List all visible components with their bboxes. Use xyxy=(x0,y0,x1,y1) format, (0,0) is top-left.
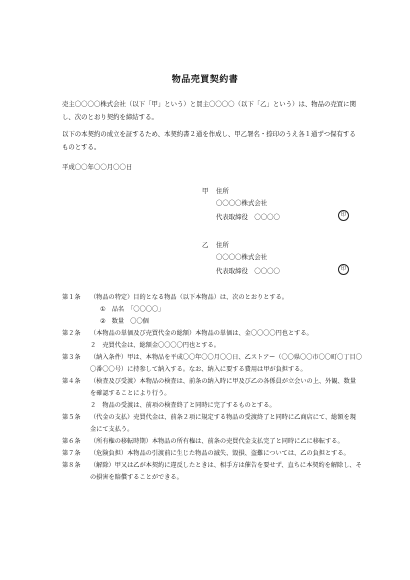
party-b-seal-icon: 印 xyxy=(338,264,349,275)
article-4 xyxy=(62,376,362,400)
articles-list xyxy=(62,292,362,484)
article-1-item-1: ① 品名 「〇〇〇〇」 xyxy=(100,306,165,313)
party-a-company: 〇〇〇〇株式会社 xyxy=(216,199,268,207)
article-8 xyxy=(62,460,362,484)
intro-paragraph: 売主〇〇〇〇株式会社（以下「甲」という）と買主〇〇〇〇（以下「乙」という）は、物品の売買に関し、次のとおり契約を締結する。 xyxy=(62,100,356,121)
party-b-company: 〇〇〇〇株式会社 xyxy=(216,253,268,261)
article-text: （検査及び受渡）本物品の検査は、前条の納入時に甲及び乙の各係員が立会いの上、外観、数量を確認することにより行う。 xyxy=(90,378,357,397)
article-7 xyxy=(62,448,362,460)
article-5 xyxy=(62,412,362,436)
party-a-representative: 代表取締役 〇〇〇〇 xyxy=(216,213,280,221)
party-a-mark: 甲 xyxy=(202,187,209,195)
contract-date: 平成〇〇年〇〇月〇〇日 xyxy=(62,163,133,171)
article-text: （解除）甲又は乙が本契約に違反したときは、相手方は催告を要せず、直ちに本契約を解除し、その損害を賠償することができる。 xyxy=(90,462,362,481)
article-1 xyxy=(62,292,362,304)
article-4-clause-2: ２ 物品の受渡は、前項の検査終了と同時に完了するものとする。 xyxy=(90,402,276,409)
article-number: 第３条 xyxy=(62,354,81,361)
document-title: 物品売買契約書 xyxy=(171,75,239,85)
article-number: 第４条 xyxy=(62,378,81,385)
article-text: （納入条件）甲は、本物品を平成〇〇年〇〇月〇〇日、乙ストアー（〇〇県〇〇市〇〇町〇丁目〇〇番〇〇号）に持参して納入する。なお、納入に要する費用は甲が負担する。 xyxy=(90,354,362,373)
party-a-address-label: 住所 xyxy=(216,187,229,195)
article-1-item-2: ② 数量 〇〇個 xyxy=(100,318,149,325)
article-number: 第６条 xyxy=(62,438,81,445)
party-b-address-label: 住所 xyxy=(216,241,229,249)
article-number: 第８条 xyxy=(62,462,81,469)
article-2 xyxy=(62,328,362,340)
article-3 xyxy=(62,352,362,376)
party-a-seal-icon: 印 xyxy=(338,210,349,221)
party-b-representative: 代表取締役 〇〇〇〇 xyxy=(216,267,280,275)
proof-paragraph: 以下の本契約の成立を証するため、本契約書２通を作成し、甲乙署名・捺印のうえ各１通ずつ保有するものとする。 xyxy=(62,130,356,151)
article-number: 第５条 xyxy=(62,414,81,421)
article-number: 第２条 xyxy=(62,330,81,337)
article-text: （代金の支払）売買代金は、前条２項に規定する物品の受渡終了と同時に乙商店にて、総額を現金にて支払う。 xyxy=(90,414,356,433)
article-text: （所有権の移転時期）本物品の所有権は、前条の売買代金支払完了と同時に乙に移転する。 xyxy=(90,438,344,445)
article-2-clause-2: ２ 売買代金は、総額金〇〇〇〇円也とする。 xyxy=(90,342,220,349)
party-b-mark: 乙 xyxy=(202,241,209,249)
article-text: （本物品の単価及び売買代金の総額）本物品の単価は、金〇〇〇〇円也とする。 xyxy=(90,330,313,337)
article-text: （物品の特定）目的となる物品（以下本物品）は、次のとおりとする。 xyxy=(90,294,288,301)
article-text: （危険負担）本物品の引渡前に生じた物品の滅失、毀損、盗難については、乙の負担とする。 xyxy=(90,450,350,457)
article-6 xyxy=(62,436,362,448)
article-number: 第１条 xyxy=(62,294,81,301)
article-number: 第７条 xyxy=(62,450,81,457)
